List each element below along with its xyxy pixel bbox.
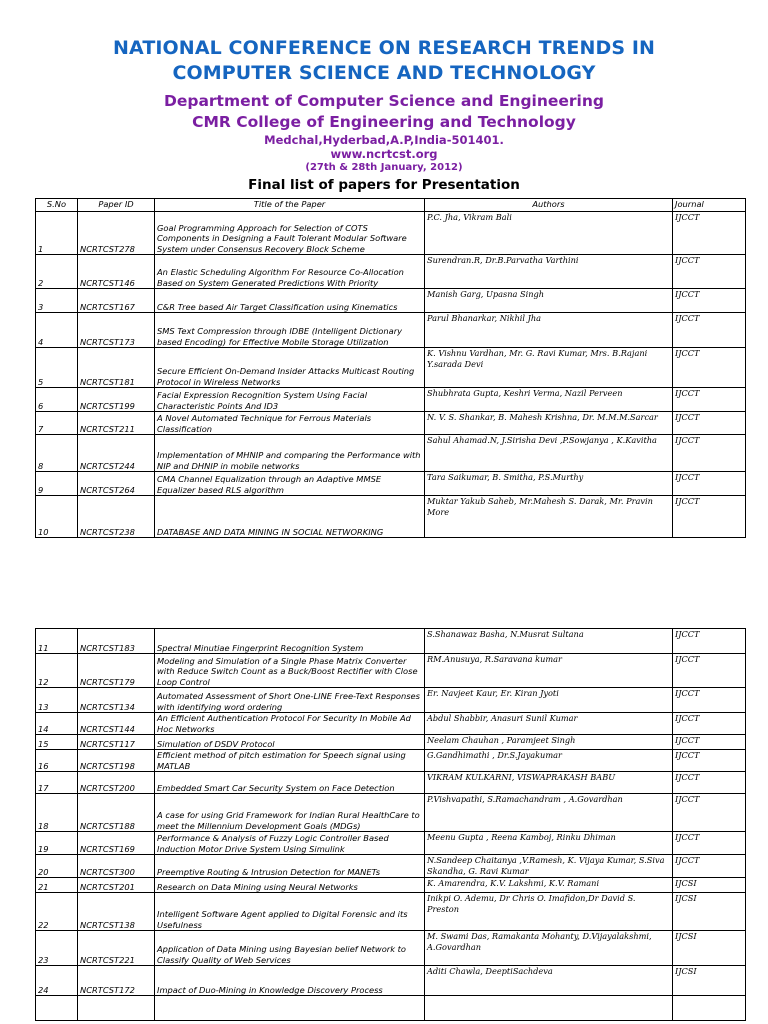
sno-cell: 6: [36, 388, 78, 412]
paper-id-cell: NCRTCST188: [78, 794, 155, 832]
sno-cell: 11: [36, 629, 78, 654]
paper-title-cell: Simulation of DSDV Protocol: [155, 735, 425, 750]
table-row: [36, 654, 746, 688]
authors-cell: Manish Garg, Upasna Singh: [425, 289, 673, 313]
table-row: [36, 472, 746, 496]
table-row: [36, 713, 746, 735]
table-row: [36, 772, 746, 794]
table-row: [36, 348, 746, 388]
journal-cell: IJCCT: [673, 412, 746, 435]
table-row: [36, 750, 746, 772]
table-row: [36, 435, 746, 472]
paper-id-cell: NCRTCST167: [78, 289, 155, 313]
column-header-paper-id: Paper ID: [78, 199, 155, 212]
paper-id-cell: NCRTCST264: [78, 472, 155, 496]
authors-cell: Sahul Ahamad.N, J.Sirisha Devi ,P.Sowjanya , K.Kavitha: [425, 435, 673, 472]
conference-title-line2: COMPUTER SCIENCE AND TECHNOLOGY: [172, 62, 596, 84]
paper-id-cell: NCRTCST198: [78, 750, 155, 772]
authors-cell: RM.Anusuya, R.Saravana kumar: [425, 654, 673, 688]
paper-title-cell: DATABASE AND DATA MINING IN SOCIAL NETWORKING: [155, 496, 425, 538]
paper-title-cell: An Elastic Scheduling Algorithm For Resource Co-Allocation Based on System Generated Predictions With Priority: [155, 255, 425, 289]
paper-title-cell: A Novel Automated Technique for Ferrous Materials Classification: [155, 412, 425, 435]
paper-title-cell: Automated Assessment of Short One-LINE Free-Text Responses with identifying word ordering: [155, 688, 425, 713]
sno-cell: 24: [36, 966, 78, 996]
sno-cell: 2: [36, 255, 78, 289]
paper-title-cell: Implementation of MHNIP and comparing the Performance with NIP and DHNIP in mobile networks: [155, 435, 425, 472]
column-header-journal: Journal: [673, 199, 746, 212]
table-row: [36, 878, 746, 893]
paper-id-cell: NCRTCST172: [78, 966, 155, 996]
paper-id-cell: NCRTCST244: [78, 435, 155, 472]
authors-cell: P.C. Jha, Vikram Bali: [425, 212, 673, 255]
journal-cell: IJCCT: [673, 388, 746, 412]
journal-cell: IJCCT: [673, 855, 746, 878]
journal-cell: IJCCT: [673, 735, 746, 750]
table-row: [36, 966, 746, 996]
sno-cell: 15: [36, 735, 78, 750]
journal-cell: IJCCT: [673, 832, 746, 855]
sno-cell: 1: [36, 212, 78, 255]
authors-cell: K. Vishnu Vardhan, Mr. G. Ravi Kumar, Mrs. B.Rajani Y.sarada Devi: [425, 348, 673, 388]
journal-cell: IJCCT: [673, 313, 746, 348]
paper-title-cell: SMS Text Compression through IDBE (Intelligent Dictionary based Encoding) for Effective Mobile Storage Utilization: [155, 313, 425, 348]
authors-cell: Er. Navjeet Kaur, Er. Kiran Jyoti: [425, 688, 673, 713]
sno-cell: 7: [36, 412, 78, 435]
papers-table-page1: [35, 198, 746, 538]
paper-id-cell: NCRTCST134: [78, 688, 155, 713]
paper-id-cell: NCRTCST300: [78, 855, 155, 878]
journal-cell: IJCCT: [673, 654, 746, 688]
table-header-row: [36, 199, 746, 212]
paper-id-cell: NCRTCST138: [78, 893, 155, 931]
journal-cell: IJCSI: [673, 878, 746, 893]
journal-cell: IJCCT: [673, 688, 746, 713]
sno-cell: 20: [36, 855, 78, 878]
paper-title-cell: Research on Data Mining using Neural Networks: [155, 878, 425, 893]
authors-cell: N.Sandeep Chaitanya ,V.Ramesh, K. Vijaya Kumar, S.Siva Skandha, G. Ravi Kumar: [425, 855, 673, 878]
sno-cell: 9: [36, 472, 78, 496]
authors-cell: Shubhrata Gupta, Keshri Verma, Nazil Perveen: [425, 388, 673, 412]
journal-cell: IJCCT: [673, 472, 746, 496]
paper-id-cell: NCRTCST238: [78, 496, 155, 538]
table-row: [36, 855, 746, 878]
sno-cell: 13: [36, 688, 78, 713]
paper-id-cell: [78, 996, 155, 1021]
journal-cell: IJCCT: [673, 435, 746, 472]
authors-cell: M. Swami Das, Ramakanta Mohanty, D.Vijayalakshmi, A.Govardhan: [425, 931, 673, 966]
journal-cell: IJCCT: [673, 496, 746, 538]
journal-cell: IJCCT: [673, 750, 746, 772]
journal-cell: IJCCT: [673, 772, 746, 794]
sno-cell: 18: [36, 794, 78, 832]
table-row: [36, 794, 746, 832]
department-name: Department of Computer Science and Engineering: [163, 92, 605, 110]
sno-cell: 8: [36, 435, 78, 472]
column-header-sno: S.No: [36, 199, 78, 212]
table-row: [36, 313, 746, 348]
sno-cell: 19: [36, 832, 78, 855]
sno-cell: 14: [36, 713, 78, 735]
sno-cell: [36, 996, 78, 1021]
paper-id-cell: NCRTCST278: [78, 212, 155, 255]
conference-title-line1: NATIONAL CONFERENCE ON RESEARCH TRENDS IN: [113, 37, 655, 59]
paper-id-cell: NCRTCST173: [78, 313, 155, 348]
authors-cell: VIKRAM KULKARNI, VISWAPRAKASH BABU: [425, 772, 673, 794]
paper-id-cell: NCRTCST211: [78, 412, 155, 435]
authors-cell: [425, 996, 673, 1021]
authors-cell: S.Shanawaz Basha, N.Musrat Sultana: [425, 629, 673, 654]
authors-cell: G.Gandhimathi , Dr.S.Jayakumar: [425, 750, 673, 772]
paper-title-cell: Efficient method of pitch estimation for Speech signal using MATLAB: [155, 750, 425, 772]
table-row: [36, 832, 746, 855]
table-row: [36, 496, 746, 538]
paper-id-cell: NCRTCST221: [78, 931, 155, 966]
sno-cell: 12: [36, 654, 78, 688]
authors-cell: Abdul Shabbir, Anasuri Sunil Kumar: [425, 713, 673, 735]
journal-cell: IJCCT: [673, 289, 746, 313]
paper-title-cell: A case for using Grid Framework for Indian Rural HealthCare to meet the Millennium Development Goals (MDGs): [155, 794, 425, 832]
sno-cell: 5: [36, 348, 78, 388]
column-header-title: Title of the Paper: [155, 199, 425, 212]
table-row: [36, 629, 746, 654]
authors-cell: Neelam Chauhan , Paramjeet Singh: [425, 735, 673, 750]
authors-cell: Meenu Gupta , Reena Kamboj, Rinku Dhiman: [425, 832, 673, 855]
authors-cell: Surendran.R, Dr.B.Parvatha Varthini: [425, 255, 673, 289]
paper-title-cell: Embedded Smart Car Security System on Face Detection: [155, 772, 425, 794]
table-row: [36, 255, 746, 289]
paper-title-cell: Facial Expression Recognition System Using Facial Characteristic Points And ID3: [155, 388, 425, 412]
sno-cell: 10: [36, 496, 78, 538]
papers-table-page2: [35, 628, 746, 1021]
table-row: [36, 388, 746, 412]
journal-cell: [673, 996, 746, 1021]
journal-cell: IJCCT: [673, 629, 746, 654]
table-row: [36, 289, 746, 313]
paper-title-cell: Impact of Duo-Mining in Knowledge Discovery Process: [155, 966, 425, 996]
sno-cell: 16: [36, 750, 78, 772]
paper-id-cell: NCRTCST179: [78, 654, 155, 688]
paper-title-cell: Preemptive Routing & Intrusion Detection for MANETs: [155, 855, 425, 878]
journal-cell: IJCCT: [673, 255, 746, 289]
authors-cell: Inikpi O. Ademu, Dr Chris O. Imafidon,Dr David S. Preston: [425, 893, 673, 931]
journal-cell: IJCSI: [673, 931, 746, 966]
journal-cell: IJCCT: [673, 212, 746, 255]
paper-title-cell: Application of Data Mining using Bayesian belief Network to Classify Quality of Web Services: [155, 931, 425, 966]
table-row: [36, 212, 746, 255]
authors-cell: Tara Saikumar, B. Smitha, P.S.Murthy: [425, 472, 673, 496]
conference-website: www.ncrtcst.org: [330, 147, 438, 161]
sno-cell: 17: [36, 772, 78, 794]
paper-title-cell: An Efficient Authentication Protocol For Security In Mobile Ad Hoc Networks: [155, 713, 425, 735]
paper-id-cell: NCRTCST181: [78, 348, 155, 388]
paper-id-cell: NCRTCST169: [78, 832, 155, 855]
table-row: [36, 688, 746, 713]
paper-id-cell: NCRTCST183: [78, 629, 155, 654]
college-name: CMR College of Engineering and Technology: [192, 113, 576, 131]
column-header-authors: Authors: [425, 199, 673, 212]
table-row: [36, 931, 746, 966]
sno-cell: 4: [36, 313, 78, 348]
sno-cell: 21: [36, 878, 78, 893]
authors-cell: N. V. S. Shankar, B. Mahesh Krishna, Dr. M.M.M.Sarcar: [425, 412, 673, 435]
table-row: [36, 412, 746, 435]
paper-title-cell: C&R Tree based Air Target Classification using Kinematics: [155, 289, 425, 313]
paper-id-cell: NCRTCST200: [78, 772, 155, 794]
authors-cell: Muktar Yakub Saheb, Mr.Mahesh S. Darak, Mr. Pravin More: [425, 496, 673, 538]
paper-title-cell: Spectral Minutiae Fingerprint Recognition System: [155, 629, 425, 654]
paper-title-cell: Goal Programming Approach for Selection of COTS Components in Designing a Fault Tolerant Modular Software System under Consensus Recovery Block Scheme: [155, 212, 425, 255]
journal-cell: IJCCT: [673, 348, 746, 388]
paper-id-cell: NCRTCST117: [78, 735, 155, 750]
authors-cell: Parul Bhanarkar, Nikhil Jha: [425, 313, 673, 348]
sno-cell: 22: [36, 893, 78, 931]
paper-title-cell: Modeling and Simulation of a Single Phase Matrix Converter with Reduce Switch Count as a Buck/Boost Rectifier with Close Loop Control: [155, 654, 425, 688]
journal-cell: IJCCT: [673, 713, 746, 735]
sno-cell: 3: [36, 289, 78, 313]
conference-dates: (27th & 28th January, 2012): [305, 162, 463, 173]
table-row: [36, 735, 746, 750]
paper-title-cell: [155, 996, 425, 1021]
paper-title-cell: Intelligent Software Agent applied to Digital Forensic and its Usefulness: [155, 893, 425, 931]
authors-cell: K. Amarendra, K.V. Lakshmi, K.V. Ramani: [425, 878, 673, 893]
paper-id-cell: NCRTCST146: [78, 255, 155, 289]
authors-cell: Aditi Chawla, DeeptiSachdeva: [425, 966, 673, 996]
sno-cell: 23: [36, 931, 78, 966]
journal-cell: IJCSI: [673, 893, 746, 931]
paper-id-cell: NCRTCST199: [78, 388, 155, 412]
journal-cell: IJCSI: [673, 966, 746, 996]
authors-cell: P.Vishvapathi, S.Ramachandram , A.Govardhan: [425, 794, 673, 832]
paper-id-cell: NCRTCST201: [78, 878, 155, 893]
paper-title-cell: Performance & Analysis of Fuzzy Logic Controller Based Induction Motor Drive System Using Simulink: [155, 832, 425, 855]
table-row: [36, 996, 746, 1021]
paper-id-cell: NCRTCST144: [78, 713, 155, 735]
table-row: [36, 893, 746, 931]
list-title: Final list of papers for Presentation: [248, 177, 520, 193]
college-address: Medchal,Hyderbad,A.P,India-501401.: [264, 133, 504, 147]
journal-cell: IJCCT: [673, 794, 746, 832]
paper-title-cell: Secure Efficient On-Demand Insider Attacks Multicast Routing Protocol in Wireless Networks: [155, 348, 425, 388]
conference-header: [0, 36, 768, 175]
paper-title-cell: CMA Channel Equalization through an Adaptive MMSE Equalizer based RLS algorithm: [155, 472, 425, 496]
